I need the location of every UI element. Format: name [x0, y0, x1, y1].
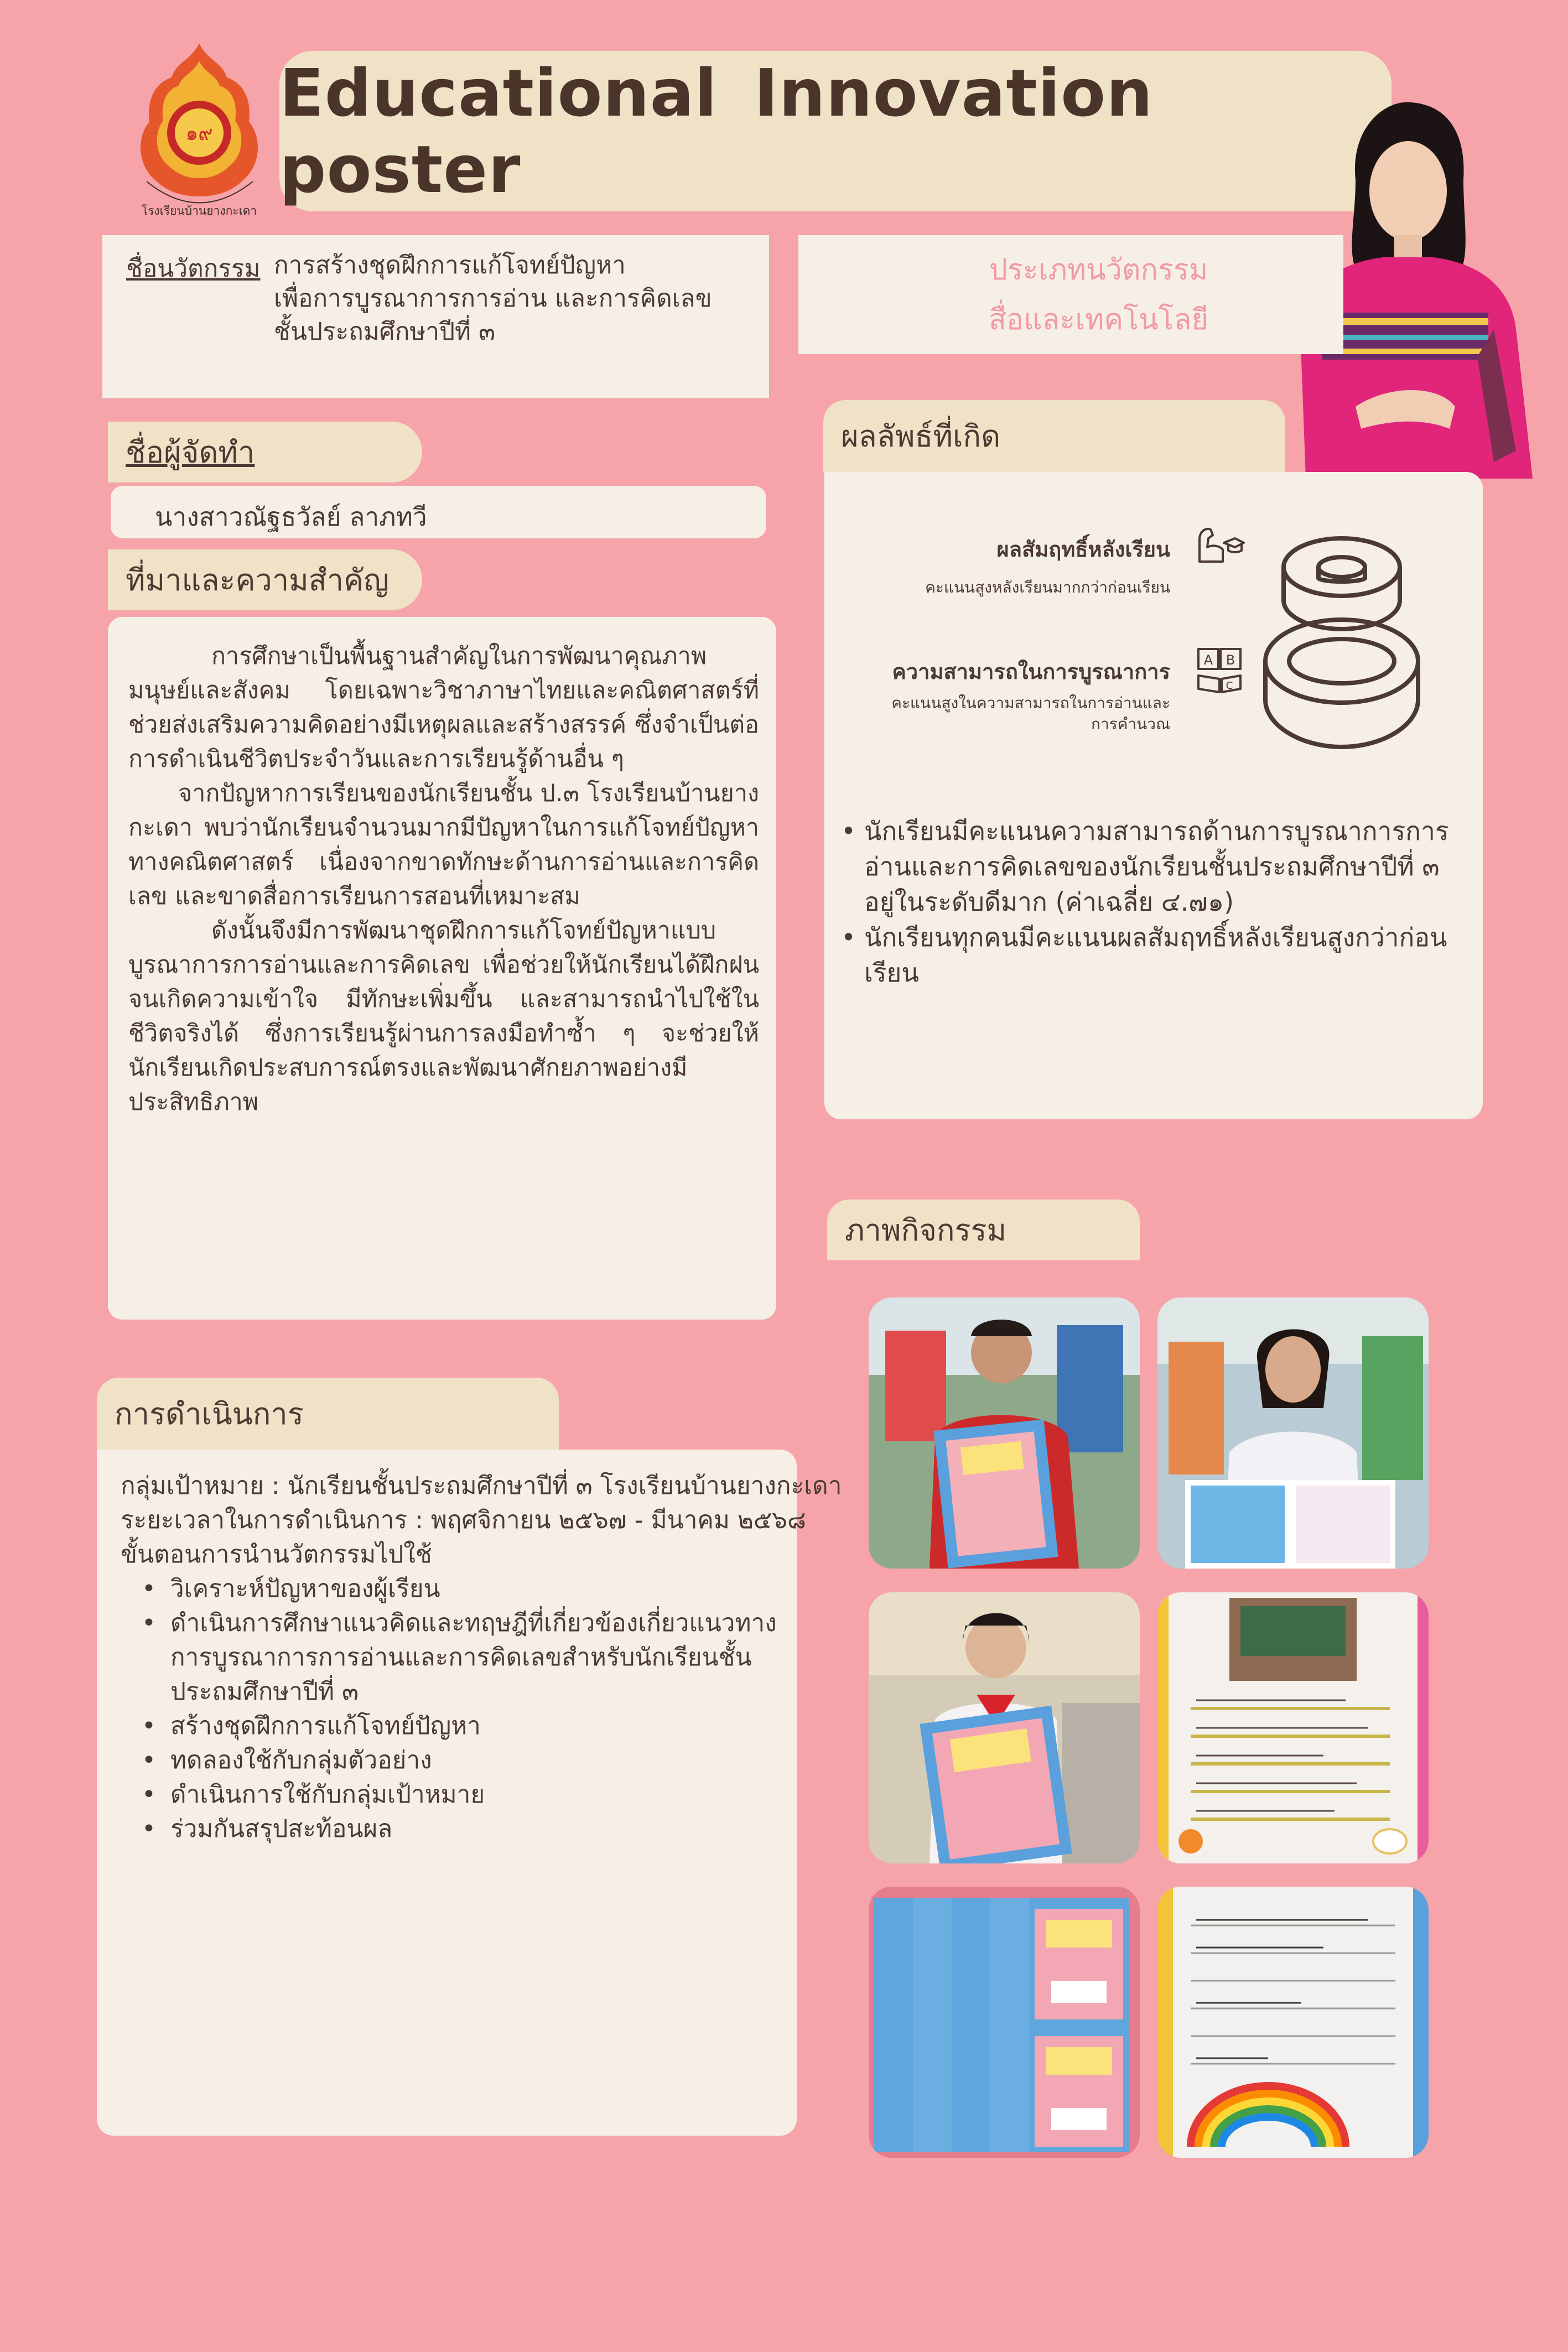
activity-photo-worksheet-rainbow — [1157, 1887, 1429, 2158]
operation-steps — [121, 1572, 790, 1846]
background-paragraph: การศึกษาเป็นพื้นฐานสำคัญในการพัฒนาคุณภาพมนุษย์และสังคม โดยเฉพาะวิชาภาษาไทยและคณิตศาสตร์ที่ช่วยส่งเสริมความคิดอย่างมีเหตุผลและสร้างสรรค์ ซึ่งจำเป็นต่อการดำเนินชีวิตประจำวันและการเรียนรู้ด้านอื่น ๆ — [128, 642, 759, 773]
organizer-heading: ชื่อผู้จัดทำ — [126, 435, 255, 470]
result-bullet: • นักเรียนทุกคนมีคะแนนผลสัมฤทธิ์หลังเรียนสูงกว่าก่อนเรียน — [841, 920, 1477, 990]
organizer-tab — [108, 422, 422, 482]
background-text — [128, 639, 759, 1119]
operation-step: • วิเคราะห์ปัญหาของผู้เรียน — [121, 1572, 790, 1606]
activity-photo-girl-with-worksheets — [1157, 1297, 1429, 1569]
results-tab — [823, 400, 1285, 472]
innovation-name-line: เพื่อการบูรณาการการอ่าน และการคิดเลข — [274, 284, 712, 313]
activities-tab — [827, 1200, 1140, 1260]
operation-step: • ดำเนินการใช้กับกลุ่มเป้าหมาย — [121, 1778, 790, 1812]
operation-heading: การดำเนินการ — [115, 1396, 304, 1431]
innovation-name-value — [274, 249, 761, 349]
result-integration-subtitle: คะแนนสูงในความสามารถในการอ่านและการคำนวณ — [891, 694, 1170, 733]
innovation-name-label: ชื่อนวัตกรรม — [126, 255, 261, 283]
operation-step: • ดำเนินการศึกษาแนวคิดและทฤษฎีที่เกี่ยวข้องเกี่ยวแนวทางการบูรณาการการอ่านและการคิดเลขสำหรับนักเรียนชั้นประถมศึกษาปีที่ ๓ — [121, 1606, 790, 1709]
innovation-type-label: ประเภทนวัตกรรม — [989, 253, 1208, 287]
result-achievement-subtitle: คะแนนสูงหลังเรียนมากกว่าก่อนเรียน — [925, 578, 1170, 596]
organizer-name: นางสาวณัฐธวัลย์ ลาภทวี — [155, 502, 427, 532]
operation-text — [121, 1469, 842, 1846]
activities-heading: ภาพกิจกรรม — [845, 1213, 1007, 1248]
activity-photo-stack-of-workbooks — [869, 1887, 1140, 2158]
activity-photo-boy-with-workbook — [869, 1297, 1140, 1569]
activity-photo-girl-with-workbook — [869, 1592, 1140, 1863]
operation-step: • สร้างชุดฝึกการแก้โจทย์ปัญหา — [121, 1709, 790, 1743]
svg-text:โรงเรียนบ้านยางกะเดา: โรงเรียนบ้านยางกะเดา — [141, 204, 257, 217]
innovation-type-value: สื่อและเทคโนโลยี — [989, 303, 1208, 336]
innovation-name-line: ชั้นประถมศึกษาปีที่ ๓ — [274, 318, 496, 346]
background-heading: ที่มาและความสำคัญ — [126, 563, 390, 598]
operation-step: • ทดลองใช้กับกลุ่มตัวอย่าง — [121, 1743, 790, 1778]
abc-book-icon — [1195, 645, 1245, 694]
results-heading: ผลลัพธ์ที่เกิด — [841, 419, 1001, 454]
activity-photo-completed-worksheet — [1157, 1592, 1429, 1863]
operation-target: กลุ่มเป้าหมาย : นักเรียนชั้นประถมศึกษาปีที่ ๓ โรงเรียนบ้านยางกะเดา — [121, 1472, 842, 1500]
operation-period: ระยะเวลาในการดำเนินการ : พฤศจิกายน ๒๕๖๗ - มีนาคม ๒๕๖๘ — [121, 1506, 807, 1534]
innovation-name-line: การสร้างชุดฝึกการแก้โจทย์ปัญหา — [274, 251, 626, 279]
background-tab — [108, 549, 422, 610]
result-bullet: • นักเรียนมีคะแนนความสามารถด้านการบูรณาการการอ่านและการคิดเลขของนักเรียนชั้นประถมศึกษาปีที่ ๓ อยู่ในระดับดีมาก (ค่าเฉลี่ย ๔.๗๑) — [841, 813, 1477, 920]
page-title: Educational Innovation poster — [279, 55, 1154, 207]
background-paragraph: จากปัญหาการเรียนของนักเรียนชั้น ป.๓ โรงเรียนบ้านยางกะเดา พบว่านักเรียนจำนวนมากมีปัญหาในการแก้โจทย์ปัญหาทางคณิตศาสตร์ เนื่องจากขาดทักษะด้านการอ่านและการคิดเลข และขาดสื่อการเรียนการสอนที่เหมาะสม — [128, 780, 759, 910]
operation-tab — [97, 1378, 559, 1450]
background-paragraph: ดังนั้นจึงมีการพัฒนาชุดฝึกการแก้โจทย์ปัญหาแบบบูรณาการการอ่านและการคิดเลข เพื่อช่วยให้นักเรียนได้ฝึกฝนจนเกิดความเข้าใจ มีทักษะเพิ่มขึ้น และสามารถนำไปใช้ในชีวิตจริงได้ ซึ่งการเรียนรู้ผ่านการลงมือทำซ้ำ ๆ จะช่วยให้นักเรียนเกิดประสบการณ์ตรงและพัฒนาศักยภาพอย่างมีประสิทธิภาพ — [128, 917, 759, 1116]
school-logo — [124, 39, 274, 221]
operation-steps-heading: ขั้นตอนการนำนวัตกรรมไปใช้ — [121, 1540, 432, 1569]
results-bullets — [841, 813, 1477, 990]
svg-text:๑๙: ๑๙ — [185, 122, 213, 145]
stacked-rings-graphic — [1261, 534, 1422, 761]
result-integration-title: ความสามารถในการบูรณาการ — [892, 660, 1170, 684]
svg-text:C: C — [1226, 680, 1233, 692]
operation-step: • ร่วมกันสรุปสะท้อนผล — [121, 1812, 790, 1846]
svg-text:B: B — [1226, 652, 1235, 668]
innovation-type — [798, 235, 1399, 354]
svg-text:A: A — [1203, 652, 1213, 668]
result-achievement-title: ผลสัมฤทธิ์หลังเรียน — [996, 537, 1170, 562]
flexed-arm-graduation-cap-icon — [1195, 523, 1245, 567]
